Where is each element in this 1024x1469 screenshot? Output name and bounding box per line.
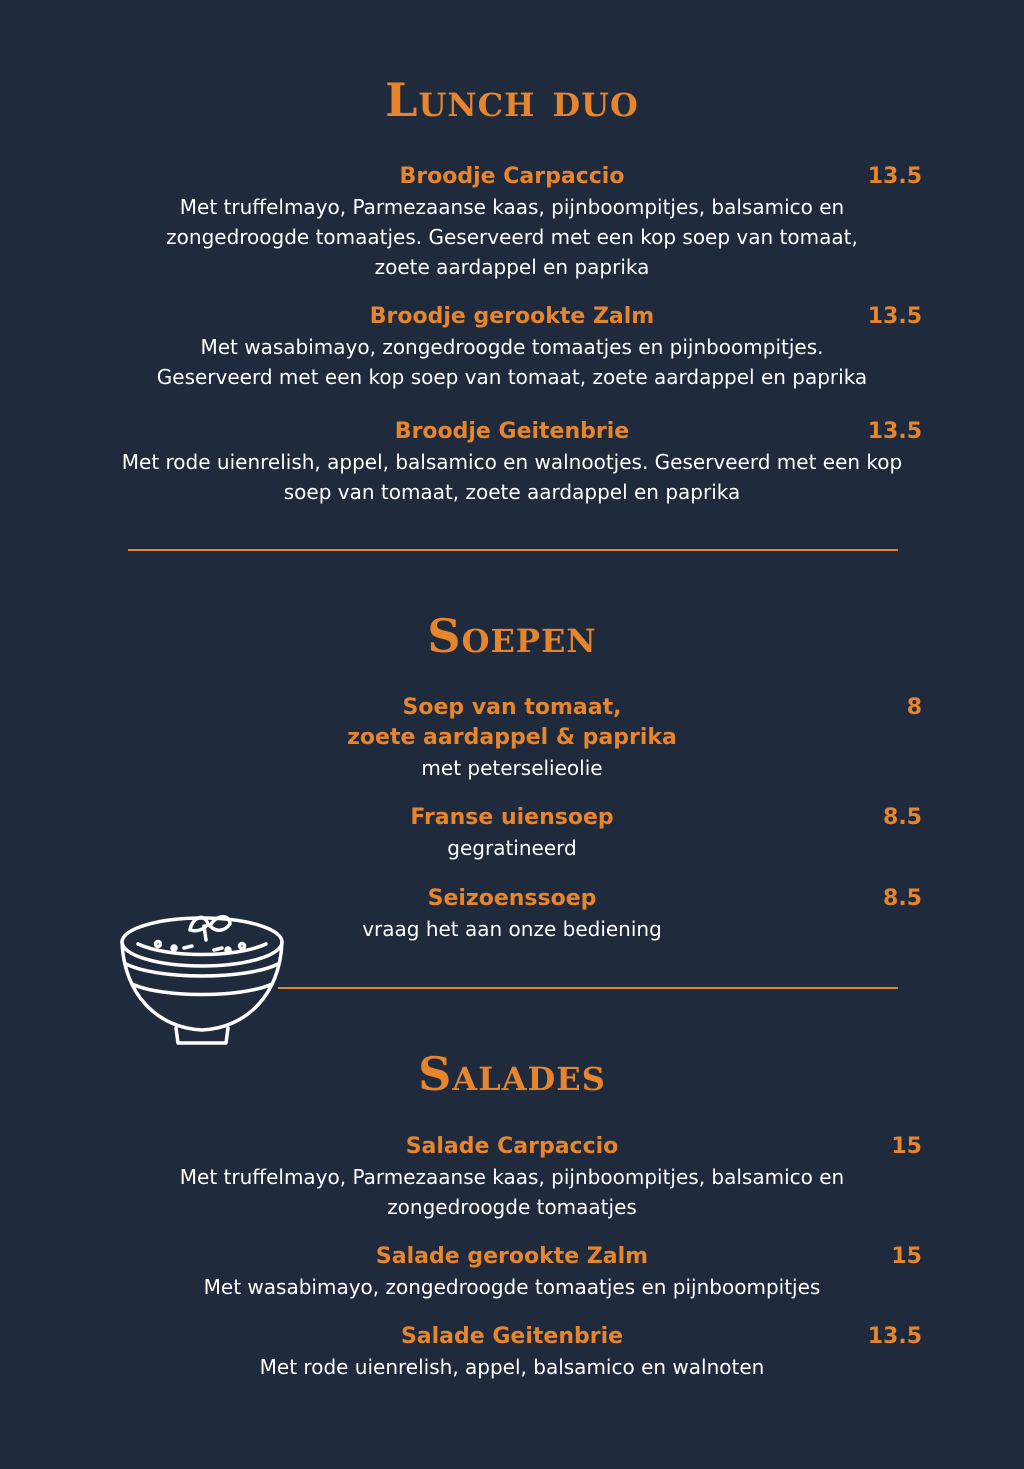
menu-item-broodje-gerookte-zalm — [112, 302, 922, 392]
item-description: Met wasabimayo, zongedroogde tomaatjes en pijnboompitjes. Geserveerd met een kop soep van tomaat, zoete aardappel en paprika — [156, 335, 868, 389]
item-description: vraag het aan onze bediening — [362, 917, 662, 941]
item-price: 13.5 — [867, 164, 922, 189]
section-title-salades: Salades — [418, 1047, 606, 1101]
item-name: Salade Geitenbrie — [400, 1324, 624, 1349]
item-name: Salade gerookte Zalm — [375, 1244, 649, 1269]
item-name: Salade Carpaccio — [405, 1134, 619, 1159]
menu-item-broodje-geitenbrie — [112, 417, 922, 507]
item-description: Met wasabimayo, zongedroogde tomaatjes en pijnboompitjes — [203, 1275, 821, 1299]
item-price: 8 — [906, 695, 922, 720]
menu-item-salade-carpaccio — [112, 1132, 922, 1222]
item-description: gegratineerd — [447, 836, 577, 860]
item-price: 13.5 — [867, 419, 922, 444]
item-description: met peterselieolie — [421, 756, 603, 780]
menu-item-franse-uiensoep — [112, 803, 922, 863]
menu-item-salade-gerookte-zalm — [112, 1242, 922, 1302]
item-name: Seizoenssoep — [427, 886, 597, 911]
item-name-line-2: zoete aardappel & paprika — [347, 725, 677, 750]
item-description: Met truffelmayo, Parmezaanse kaas, pijnboompitjes, balsamico en zongedroogde tomaatjes. Geserveerd met een kop soep van tomaat, zoete aardappel en paprika — [166, 195, 858, 279]
item-name-line-1: Soep van tomaat, — [402, 695, 622, 720]
item-name: Broodje gerookte Zalm — [369, 304, 655, 329]
item-description: Met rode uienrelish, appel, balsamico en walnootjes. Geserveerd met een kop soep van tomaat, zoete aardappel en paprika — [121, 450, 903, 504]
menu-item-salade-geitenbrie — [112, 1322, 922, 1382]
item-price: 13.5 — [867, 1324, 922, 1349]
menu-item-broodje-carpaccio — [112, 162, 922, 282]
section-divider — [278, 987, 898, 989]
section-divider — [128, 549, 898, 551]
item-price: 15 — [891, 1134, 922, 1159]
item-description: Met truffelmayo, Parmezaanse kaas, pijnboompitjes, balsamico en zongedroogde tomaatjes — [179, 1165, 845, 1219]
section-title-soepen: Soepen — [427, 609, 597, 663]
section-title-lunch-duo: Lunch duo — [385, 73, 639, 127]
item-name: Broodje Geitenbrie — [394, 419, 630, 444]
item-name: Franse uiensoep — [410, 805, 614, 830]
item-price: 8.5 — [883, 805, 922, 830]
item-price: 15 — [891, 1244, 922, 1269]
item-name: Broodje Carpaccio — [399, 164, 625, 189]
menu-item-soep-van-tomaat — [112, 693, 922, 783]
item-price: 13.5 — [867, 304, 922, 329]
item-price: 8.5 — [883, 886, 922, 911]
soup-bowl-icon — [118, 900, 286, 1050]
item-description: Met rode uienrelish, appel, balsamico en walnoten — [259, 1355, 765, 1379]
